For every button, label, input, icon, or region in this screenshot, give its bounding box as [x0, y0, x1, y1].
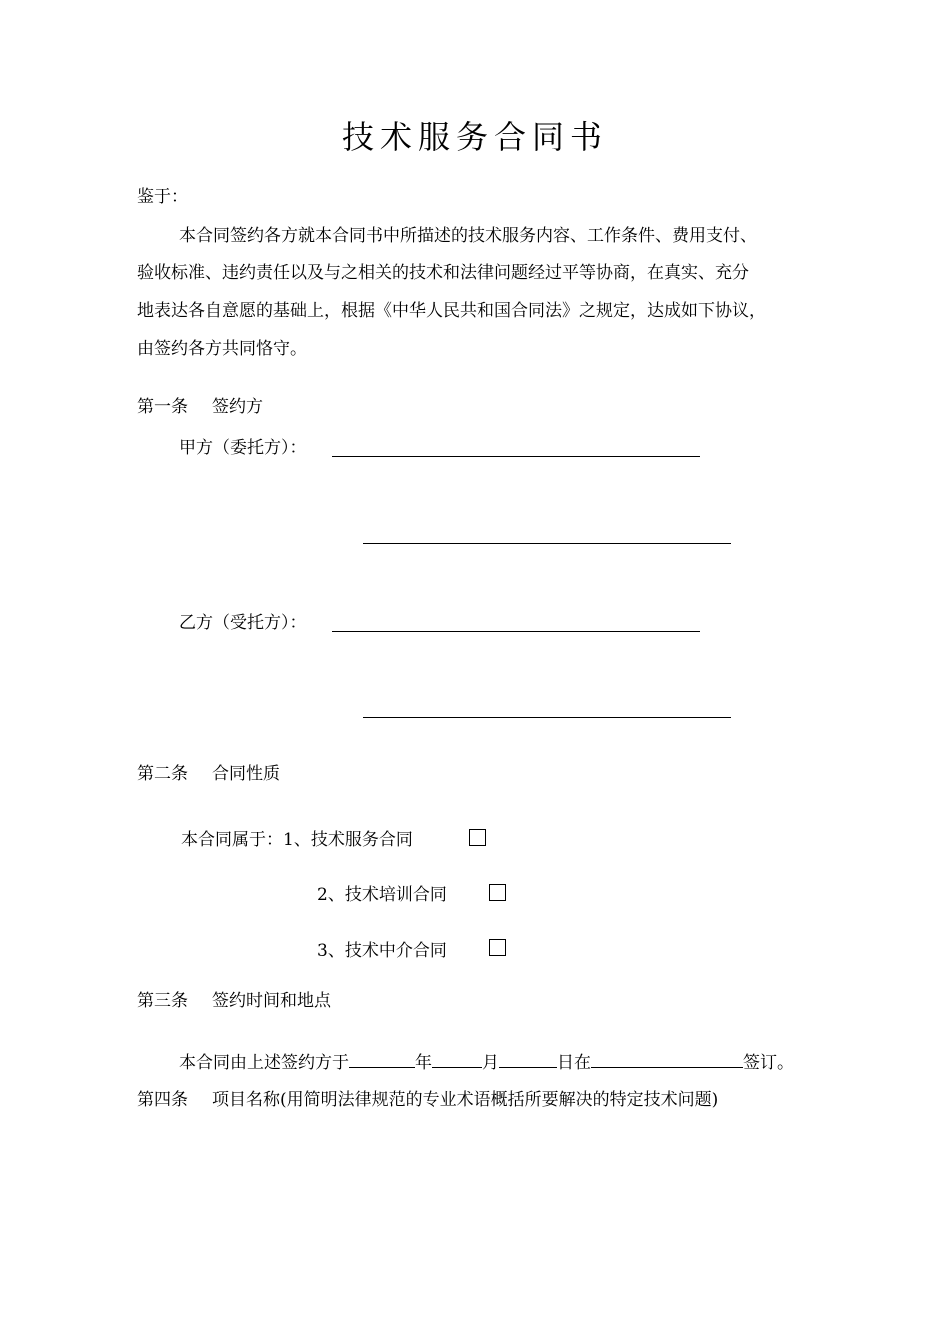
article-4-note: (用简明法律规范的专业术语概括所要解决的特定技术问题) [280, 1090, 719, 1110]
party-a-extra-field[interactable] [363, 543, 731, 544]
preamble-label: 鉴于： [137, 187, 188, 207]
party-a-label: 甲方（委托方）： [179, 438, 307, 458]
option-3-checkbox[interactable] [489, 939, 506, 956]
preamble-line-2: 验收标准、违约责任以及与之相关的技术和法律问题经过平等协商，在真实、充分 [137, 263, 749, 283]
day-field[interactable] [499, 1051, 557, 1068]
article-number: 第二条 [137, 764, 188, 784]
option-2-label: 2、技术培训合同 [317, 885, 447, 905]
article-title: 签约时间和地点 [212, 991, 331, 1011]
signing-prefix: 本合同由上述签约方于 [179, 1053, 349, 1073]
day-label: 日在 [557, 1053, 591, 1073]
contract-type-intro [181, 830, 413, 850]
article-1-heading [137, 397, 263, 417]
year-label: 年 [415, 1053, 432, 1073]
article-3-heading [137, 991, 331, 1011]
article-4-heading [137, 1090, 718, 1110]
party-b-label: 乙方（受托方）： [179, 613, 307, 633]
signing-sentence [179, 1051, 794, 1073]
party-b-extra-field[interactable] [363, 717, 731, 718]
article-title: 项目名称 [212, 1090, 280, 1110]
option-3-label: 3、技术中介合同 [317, 941, 447, 961]
preamble-line-3: 地表达各自意愿的基础上，根据《中华人民共和国合同法》之规定，达成如下协议， [137, 301, 766, 321]
article-number: 第三条 [137, 991, 188, 1011]
party-b-name-field[interactable] [332, 631, 700, 632]
preamble-line-1: 本合同签约各方就本合同书中所描述的技术服务内容、工作条件、费用支付、 [179, 226, 757, 246]
preamble-line-4: 由签约各方共同恪守。 [137, 339, 307, 359]
article-title: 签约方 [212, 397, 263, 417]
article-number: 第四条 [137, 1090, 188, 1110]
document-title: 技术服务合同书 [341, 118, 608, 156]
article-2-heading [137, 764, 280, 784]
option-2-checkbox[interactable] [489, 884, 506, 901]
place-field[interactable] [591, 1051, 743, 1068]
option-1-checkbox[interactable] [469, 829, 486, 846]
month-field[interactable] [432, 1051, 482, 1068]
article-title: 合同性质 [212, 764, 280, 784]
article-number: 第一条 [137, 397, 188, 417]
year-field[interactable] [349, 1051, 415, 1068]
party-a-name-field[interactable] [332, 456, 700, 457]
signing-suffix: 签订。 [743, 1053, 794, 1073]
contract-type-intro-label: 本合同属于： [181, 830, 283, 850]
option-1-label: 1、技术服务合同 [283, 830, 413, 850]
month-label: 月 [482, 1053, 499, 1073]
